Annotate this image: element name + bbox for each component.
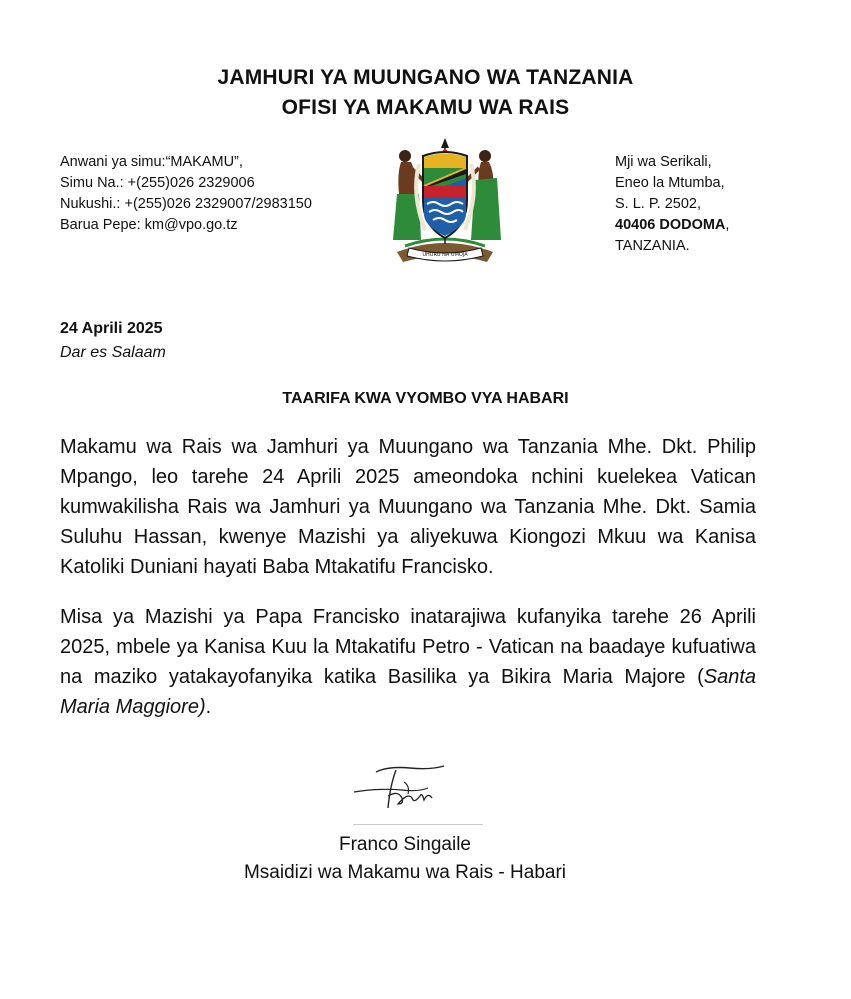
signer-name: Franco Singaile (338, 834, 472, 855)
contact-address-block (60, 152, 312, 236)
signer-title: Msaidizi wa Makamu wa Rais - Habari (243, 862, 567, 883)
postal-line-3: S. L. P. 2502, (615, 196, 701, 212)
paragraph-2-italic: Santa Maria Maggiore) (60, 666, 756, 718)
postal-line-1: Mji wa Serikali, (615, 154, 712, 170)
signature-line (353, 824, 483, 825)
postal-address-block (615, 152, 729, 257)
body-paragraph-1: Makamu wa Rais wa Jamhuri ya Muungano wa Tanzania Mhe. Dkt. Philip Mpango, leo tarehe 24 Aprili 2025 ameondoka nchini kuelekea Vatican kumwakilisha Rais wa Jamhuri ya Muungano wa Tanzania Mhe. Dkt. Samia Suluhu Hassan, kwenye Mazishi ya aliyekuwa Kiongozi Mkuu wa Kanisa Katoliki Duniani hayati Baba Mtakatifu Francisko. (60, 436, 756, 578)
emblem-motto: UHURU NA UMOJA (422, 252, 468, 258)
release-place: Dar es Salaam (60, 344, 166, 361)
header-title-line1: JAMHURI YA MUUNGANO WA TANZANIA (217, 66, 634, 89)
phone-number: Simu Na.: +(255)026 2329006 (60, 175, 255, 191)
paragraph-2-end: . (205, 696, 212, 718)
fax-number: Nukushi.: +(255)026 2329007/2983150 (60, 196, 312, 212)
postal-line-2: Eneo la Mtumba, (615, 175, 725, 191)
postal-line-4 (615, 215, 729, 236)
body-paragraph-2 (60, 602, 756, 722)
header-title-line2: OFISI YA MAKAMU WA RAIS (281, 96, 570, 119)
postal-city: 40406 DODOMA (615, 217, 726, 233)
paragraph-2-text: Misa ya Mazishi ya Papa Francisko inatarajiwa kufanyika tarehe 26 Aprili 2025, mbele ya Kanisa Kuu la Mtakatifu Petro - Vatican na baadaye kufuatiwa na maziko yatakayofanyika katika Basilika ya Bikira Maria Majore ( (60, 606, 756, 688)
press-release-heading: TAARIFA KWA VYOMBO VYA HABARI (282, 390, 569, 407)
coat-of-arms-icon (375, 134, 515, 269)
handwritten-signature-icon (348, 762, 458, 817)
postal-city-comma: , (725, 217, 730, 233)
postal-line-5: TANZANIA. (615, 238, 690, 254)
email-address: Barua Pepe: km@vpo.go.tz (60, 217, 238, 233)
release-date: 24 Aprili 2025 (60, 320, 163, 337)
telegraphic-address: Anwani ya simu:“MAKAMU”, (60, 154, 243, 170)
